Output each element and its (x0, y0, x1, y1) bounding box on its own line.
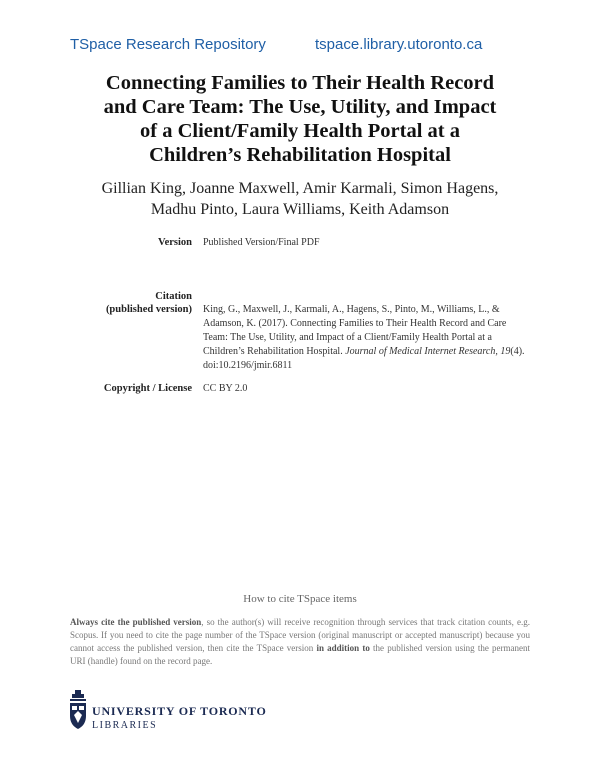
version-value: Published Version/Final PDF (203, 237, 320, 248)
uoft-libraries: LIBRARIES (92, 720, 158, 731)
citation-label-line: (published version) (105, 304, 192, 315)
uoft-crest-icon (68, 690, 88, 730)
paper-title (40, 71, 560, 167)
cite-mid-bold: in addition to (316, 643, 370, 653)
citation-label-line: Citation (155, 291, 192, 302)
citation-journal: Journal of Medical Internet Research, 19 (345, 346, 511, 357)
cite-lead-bold: Always cite the published version (70, 617, 202, 627)
how-to-cite-heading: How to cite TSpace items (243, 593, 357, 605)
citation-text: King, G., Maxwell, J., Karmali, A., Hagens, S., Pinto, M., Williams, L., & Adamson, K. (2017). Connecting Families to Their Health Record and Care Team: The Use, Utility, and Impact of a Client/Family Health Portal at a Children’s Rehabilitation Hospital. (203, 304, 507, 357)
uoft-name: UNIVERSITY OF TORONTO (92, 704, 267, 718)
authors-line: Madhu Pinto, Laura Williams, Keith Adamson (150, 201, 450, 218)
repository-header (70, 36, 550, 56)
title-line: of a Client/Family Health Portal at a (140, 120, 460, 142)
title-line: and Care Team: The Use, Utility, and Impact (103, 96, 497, 118)
how-to-cite-text (70, 616, 530, 668)
citation-value (203, 303, 533, 373)
cite-body-2: the published version using the permanent URI (handle) found on the record page. (70, 643, 530, 666)
repository-name[interactable]: TSpace Research Repository (70, 36, 266, 53)
citation-label (106, 290, 192, 316)
copyright-value: CC BY 2.0 (203, 383, 248, 394)
title-line: Children’s Rehabilitation Hospital (149, 144, 451, 166)
cite-body-1: , so the author(s) will receive recognition through services that track citation counts, e.g. Scopus. If you need to cite the page number of the TSpace version (original manuscript or accepted manuscript) because you cannot access the published version, then cite the TSpace version (70, 617, 530, 653)
version-label: Version (157, 237, 192, 248)
authors-line: Gillian King, Joanne Maxwell, Amir Karmali, Simon Hagens, (101, 180, 499, 197)
copyright-label: Copyright / License (103, 383, 192, 394)
citation-tail: (4). doi:10.2196/jmir.6811 (203, 346, 525, 371)
uoft-libraries-logo (68, 690, 268, 734)
repository-url-link[interactable]: tspace.library.utoronto.ca (315, 36, 483, 53)
paper-authors (40, 178, 560, 220)
title-line: Connecting Families to Their Health Record (105, 72, 495, 94)
